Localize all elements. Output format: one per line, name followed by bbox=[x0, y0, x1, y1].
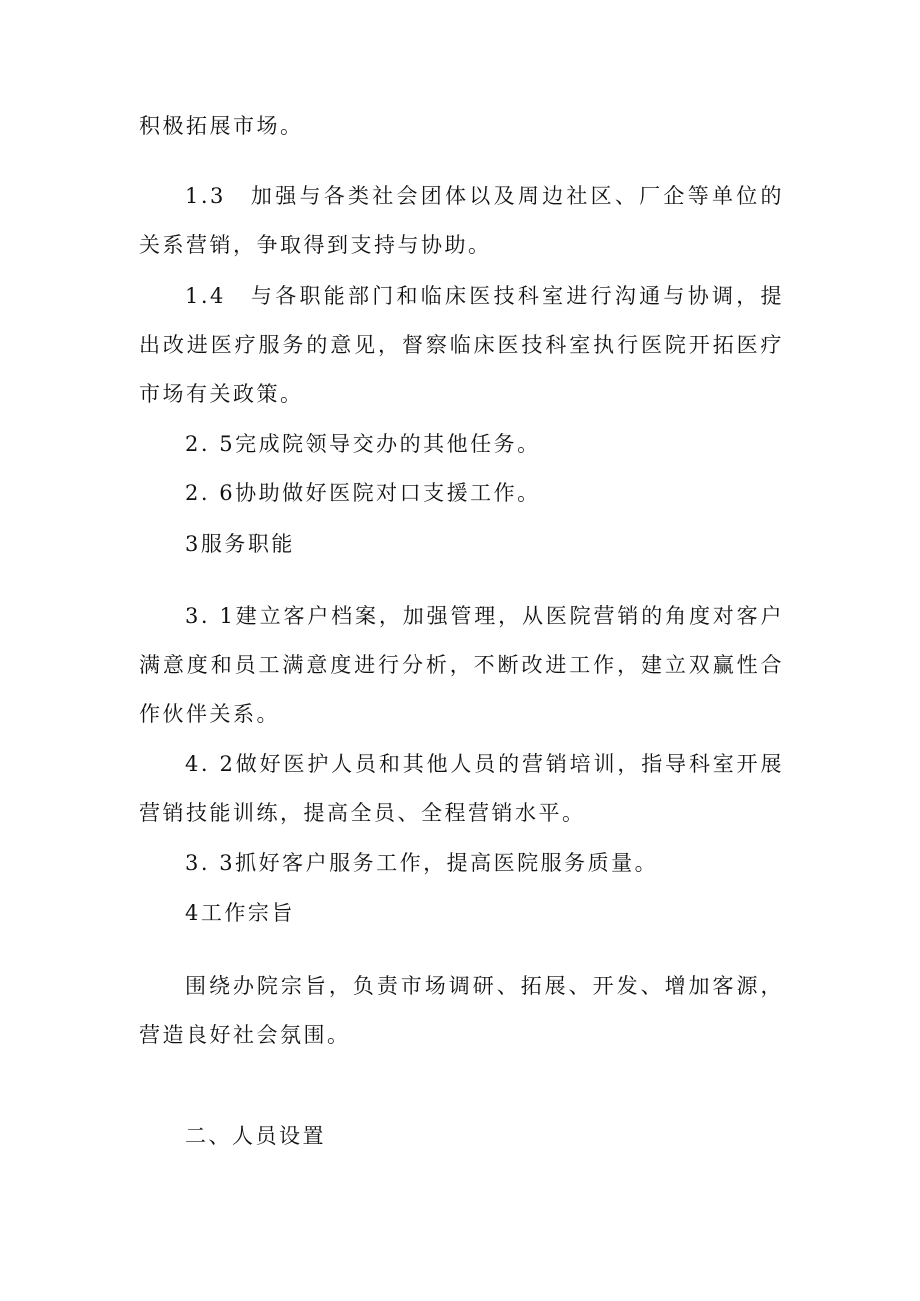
paragraph-continuation: 积极拓展市场。 bbox=[139, 114, 304, 138]
paragraph-2-6: 2. 6协助做好医院对口支援工作。 bbox=[185, 481, 541, 505]
section-heading-work-purpose: 4工作宗旨 bbox=[185, 901, 295, 925]
paragraph-3-3: 3. 3抓好客户服务工作，提高医院服务质量。 bbox=[185, 851, 659, 875]
paragraph-1-4: 1.4 与各职能部门和临床医技科室进行沟通与协调，提出改进医疗服务的意见，督察临床医技科室执行医院开拓医疗市场有关政策。 bbox=[139, 284, 784, 406]
paragraph-4-2: 4. 2做好医护人员和其他人员的营销培训，指导科室开展营销技能训练，提高全员、全程营销水平。 bbox=[139, 752, 784, 825]
paragraph-3-1: 3. 1建立客户档案，加强管理，从医院营销的角度对客户满意度和员工满意度进行分析，不断改进工作，建立双赢性合作伙伴关系。 bbox=[139, 604, 784, 726]
paragraph-work-purpose: 围绕办院宗旨，负责市场调研、拓展、开发、增加客源，营造良好社会氛围。 bbox=[139, 974, 784, 1047]
paragraph-2-5: 2. 5完成院领导交办的其他任务。 bbox=[185, 432, 541, 456]
paragraph-1-3: 1.3 加强与各类社会团体以及周边社区、厂企等单位的关系营销，争取得到支持与协助。 bbox=[139, 184, 784, 257]
section-heading-staffing: 二、人员设置 bbox=[185, 1124, 326, 1148]
section-heading-service-functions: 3服务职能 bbox=[185, 532, 295, 556]
